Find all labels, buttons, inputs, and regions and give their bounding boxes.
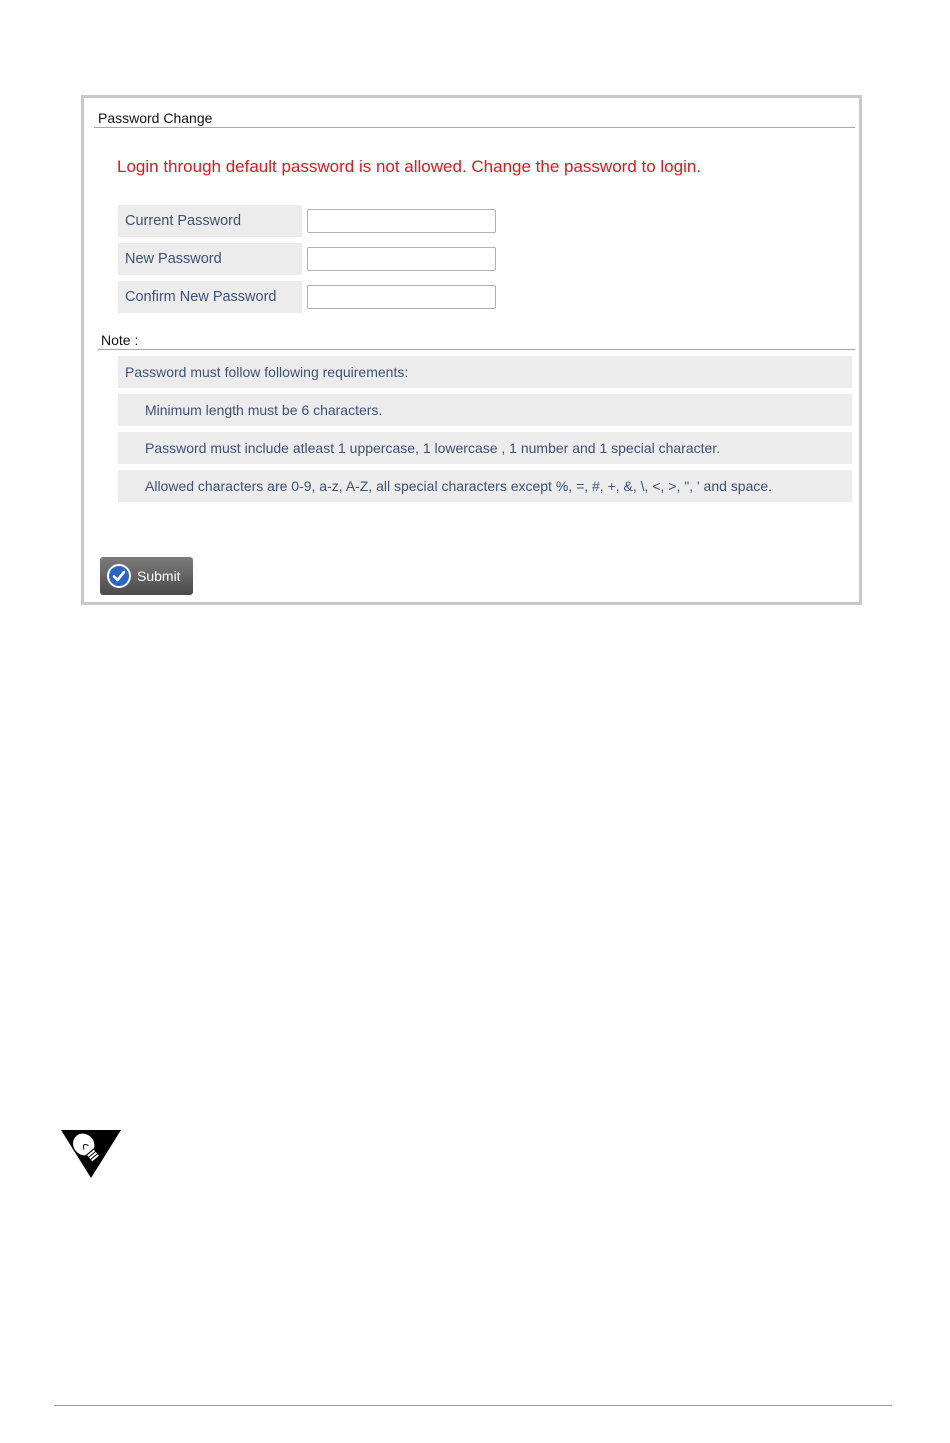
submit-label: Submit	[137, 568, 181, 584]
requirement-item: Password must include atleast 1 uppercase, 1 lowercase , 1 number and 1 special character.	[118, 432, 852, 464]
note-title: Note :	[101, 332, 139, 348]
title-divider	[94, 127, 855, 128]
submit-button[interactable]	[100, 557, 193, 595]
current-password-input[interactable]	[307, 209, 496, 233]
password-change-panel	[81, 95, 862, 605]
requirement-item: Allowed characters are 0-9, a-z, A-Z, all special characters except %, =, #, +, &, \, <, >, ", ' and space.	[118, 470, 852, 502]
check-circle-icon	[107, 564, 131, 588]
requirements-header: Password must follow following requirements:	[118, 356, 852, 388]
note-divider	[98, 349, 855, 350]
new-password-label: New Password	[118, 243, 302, 275]
confirm-password-input[interactable]	[307, 285, 496, 309]
current-password-label: Current Password	[118, 205, 302, 237]
requirement-item: Minimum length must be 6 characters.	[118, 394, 852, 426]
panel-title: Password Change	[98, 110, 213, 126]
new-password-input[interactable]	[307, 247, 496, 271]
error-message: Login through default password is not allowed. Change the password to login.	[117, 157, 702, 176]
confirm-password-label: Confirm New Password	[118, 281, 302, 313]
footer-divider	[54, 1405, 892, 1406]
lightbulb-icon	[60, 1128, 122, 1180]
